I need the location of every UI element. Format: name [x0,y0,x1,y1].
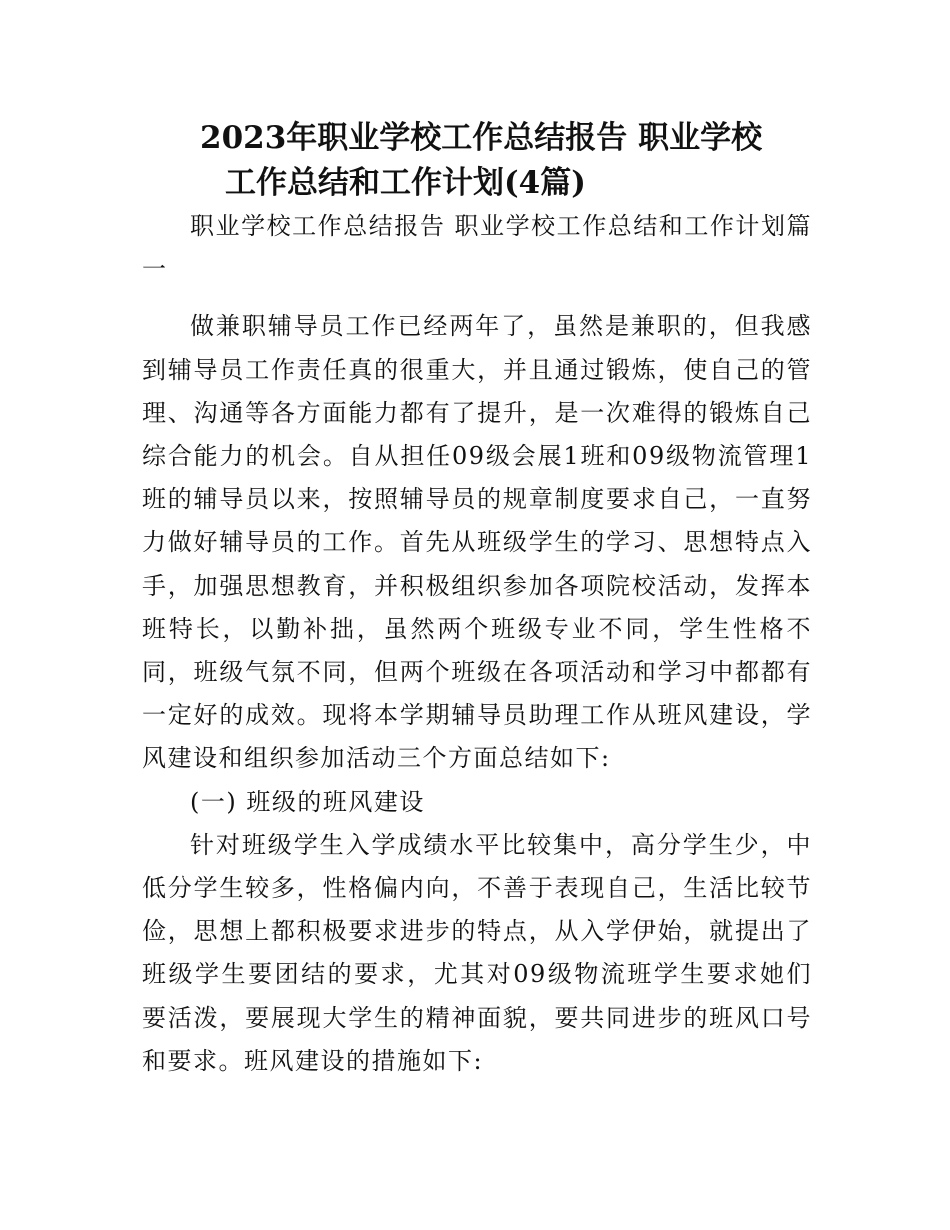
paragraph-2: 针对班级学生入学成绩水平比较集中，高分学生少，中低分学生较多，性格偏内向，不善于表现自己，生活比较节俭，思想上都积极要求进步的特点，从入学伊始，就提出了班级学生要团结的要求，尤其对09级物流班学生要求她们要活泼，要展现大学生的精神面貌，要共同进步的班风口号和要求。班风建设的措施如下: [142,830,812,1075]
subheading-1: (一) 班级的班风建设 [190,787,425,816]
document-title-line2: 工作总结和工作计划(4篇) [225,165,586,201]
section-heading: 职业学校工作总结报告 职业学校工作总结和工作计划篇一 [142,212,812,284]
document-body [142,205,812,1083]
document-title-line1: 2023年职业学校工作总结报告 职业学校 [200,120,763,156]
paragraph-1: 做兼职辅导员工作已经两年了，虽然是兼职的，但我感到辅导员工作责任真的很重大，并且通过锻炼，使自己的管理、沟通等各方面能力都有了提升，是一次难得的锻炼自己综合能力的机会。自从担任09级会展1班和09级物流管理1班的辅导员以来，按照辅导员的规章制度要求自己，一直努力做好辅导员的工作。首先从班级学生的学习、思想特点入手，加强思想教育，并积极组织参加各项院校活动，发挥本班特长，以勤补拙，虽然两个班级专业不同，学生性格不同，班级气氛不同，但两个班级在各项活动和学习中都都有一定好的成效。现将本学期辅导员助理工作从班风建设，学风建设和组织参加活动三个方面总结如下: [142,312,812,773]
